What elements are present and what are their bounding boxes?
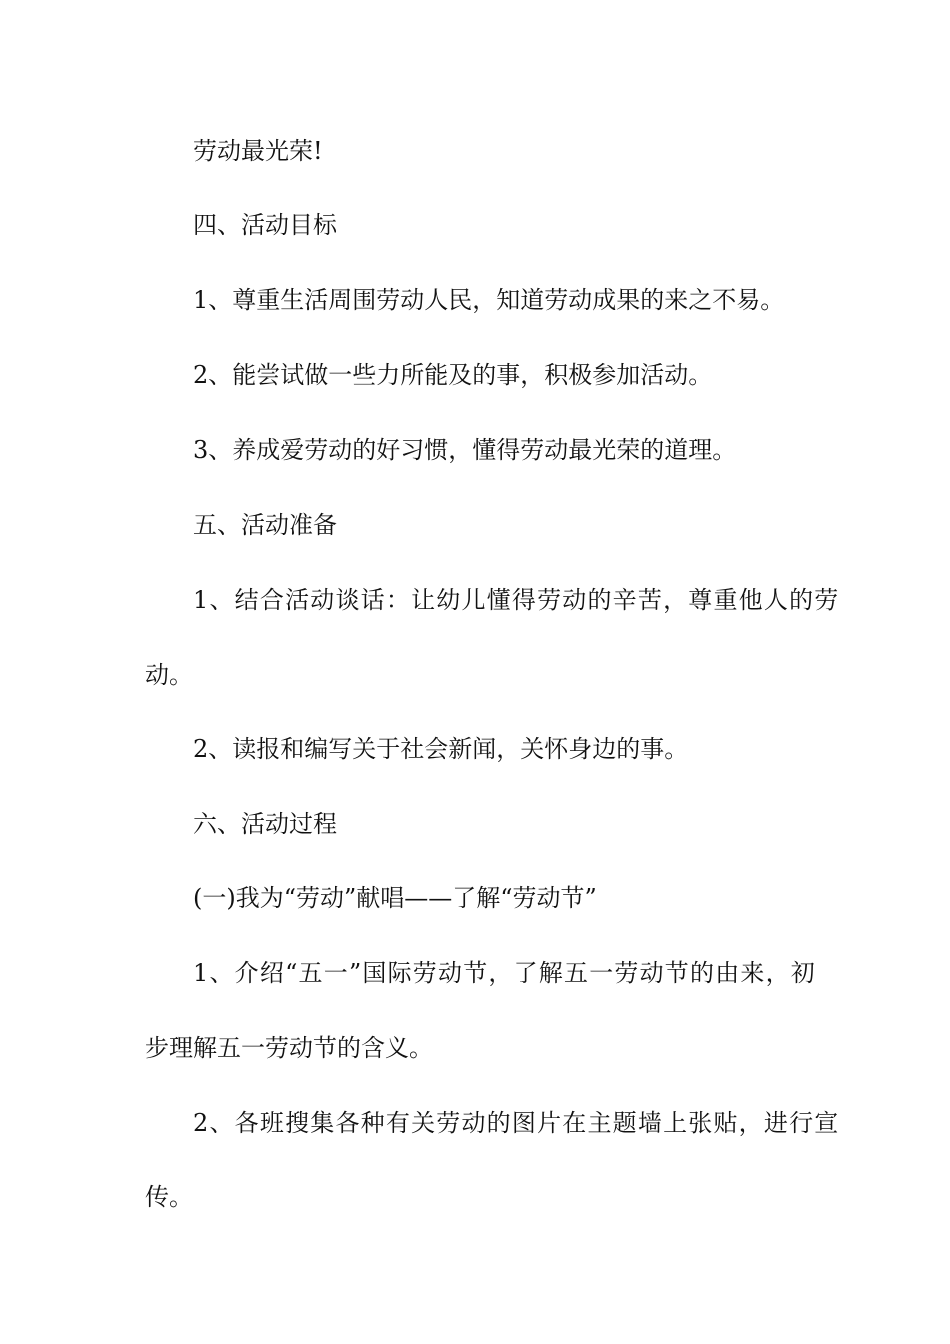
list-item: 2、各班搜集各种有关劳动的图片在主题墙上张贴，进行宣 bbox=[193, 1109, 840, 1137]
list-item: 2、能尝试做一些力所能及的事，积极参加活动。 bbox=[193, 361, 713, 389]
paragraph-line: 劳动最光荣! bbox=[193, 137, 323, 165]
subsection-heading: (一)我为“劳动”献唱——了解“劳动节” bbox=[193, 884, 597, 912]
section-heading: 六、活动过程 bbox=[193, 810, 337, 838]
section-heading: 五、活动准备 bbox=[193, 511, 337, 539]
list-item-continuation: 动。 bbox=[145, 661, 193, 689]
list-item-continuation: 步理解五一劳动节的含义。 bbox=[145, 1034, 433, 1062]
list-item: 3、养成爱劳动的好习惯，懂得劳动最光荣的道理。 bbox=[193, 436, 737, 464]
list-item-continuation: 传。 bbox=[145, 1183, 193, 1211]
list-item: 1、尊重生活周围劳动人民，知道劳动成果的来之不易。 bbox=[193, 286, 785, 314]
list-item: 1、结合活动谈话：让幼儿懂得劳动的辛苦，尊重他人的劳 bbox=[193, 586, 840, 614]
section-heading: 四、活动目标 bbox=[193, 211, 337, 239]
list-item: 1、介绍“五一”国际劳动节，了解五一劳动节的由来，初 bbox=[193, 959, 817, 987]
list-item: 2、读报和编写关于社会新闻，关怀身边的事。 bbox=[193, 735, 689, 763]
